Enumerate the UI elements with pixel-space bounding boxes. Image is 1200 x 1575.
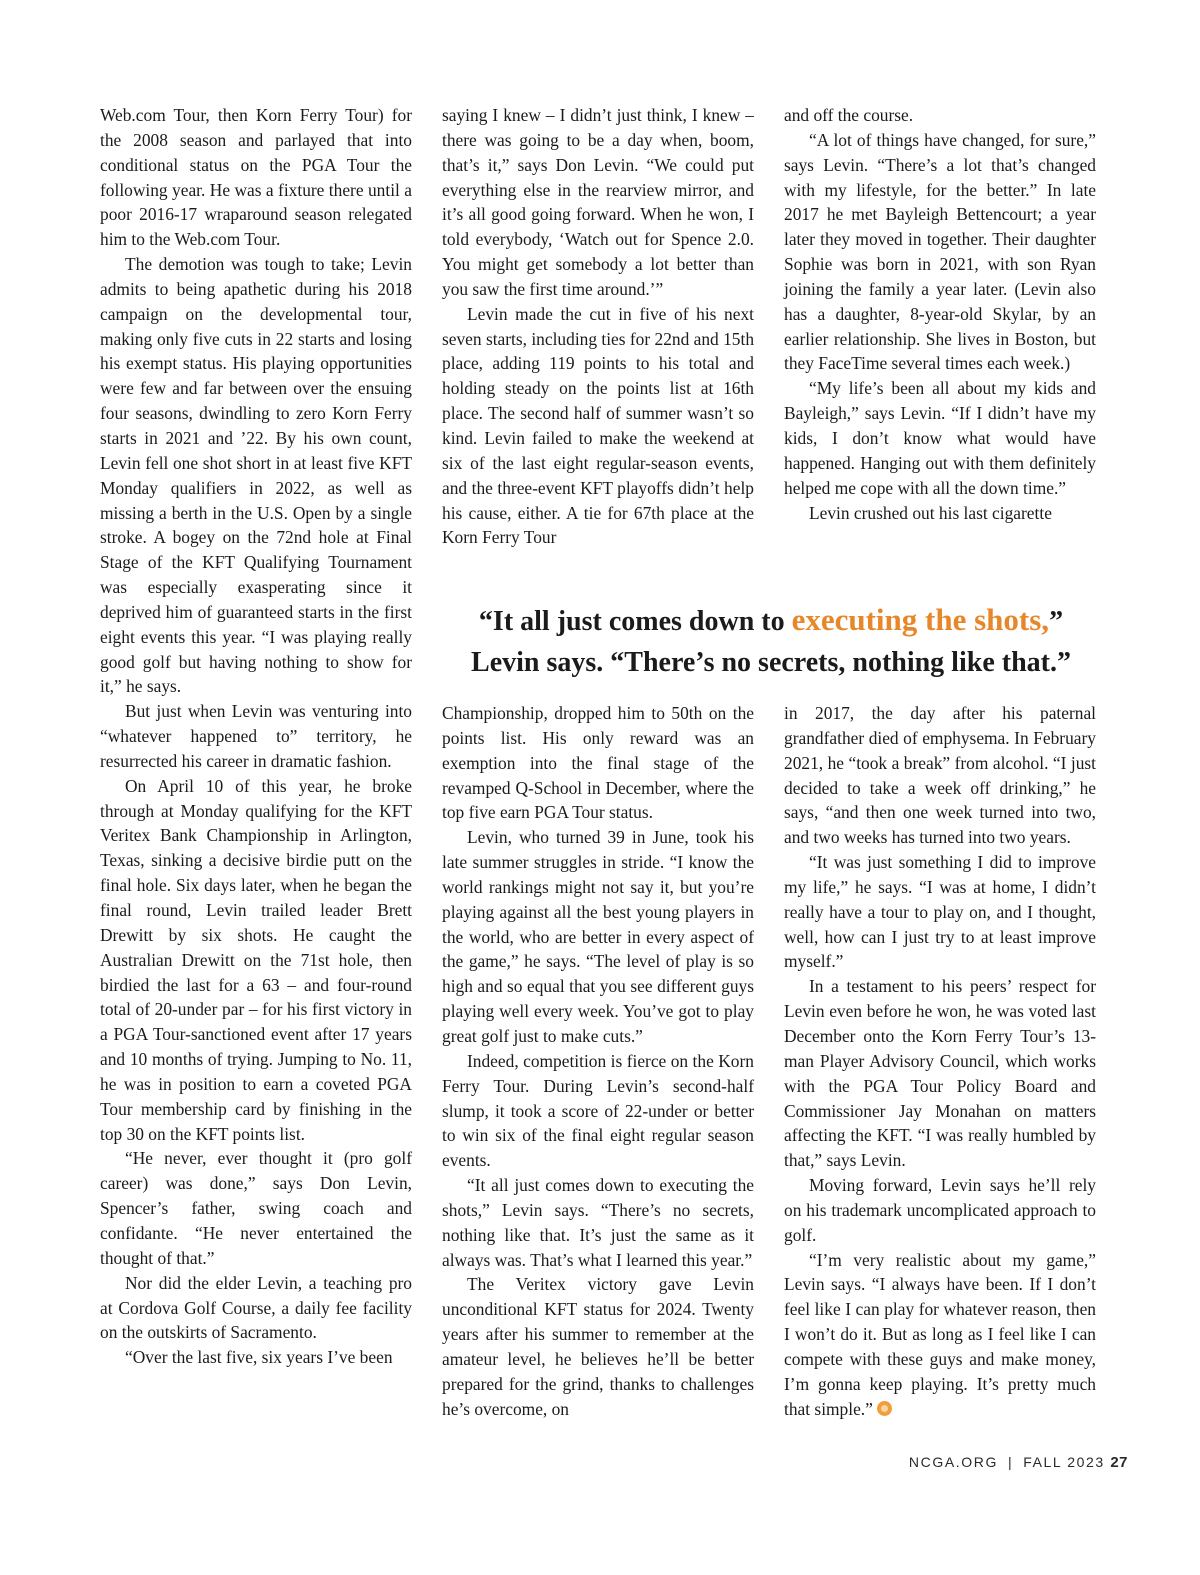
- pull-quote-line-1: [440, 598, 1102, 644]
- footer-site: NCGA.ORG: [908, 1454, 998, 1470]
- paragraph: [784, 1248, 1096, 1422]
- column-3-top: [784, 103, 1096, 525]
- paragraph: “He never, ever thought it (pro golf career) was done,” says Don Levin, Spencer’s father, swing coach and confidante. “He never entertained the thought of that.”: [100, 1148, 412, 1268]
- paragraph: Nor did the elder Levin, a teaching pro at Cordova Golf Course, a daily fee facility on the outskirts of Sacramento.: [100, 1272, 412, 1343]
- paragraph: But just when Levin was venturing into “whatever happened to” territory, he resurrected his career in dramatic fashion.: [100, 701, 412, 771]
- column-1: [100, 103, 412, 1370]
- page-footer: [909, 1454, 1128, 1471]
- paragraph: “My life’s been all about my kids and Bayleigh,” says Levin. “If I didn’t have my kids, I don’t know what would have happened. Hanging out with them definitely helped me cope with all the down time.”: [784, 378, 1096, 498]
- paragraph: Levin, who turned 39 in June, took his late summer struggles in stride. “I know the world rankings might not say it, but you’re playing against all the best young players in the world, who are better in every aspect of the game,” he says. “The level of play is so high and so equal that you see different guys playing well every week. You’ve got to play great golf just to make cuts.”: [442, 827, 754, 1046]
- pull-quote-line-2: Levin says. “There’s no secrets, nothing like that.”: [471, 647, 1071, 678]
- footer-separator: |: [1007, 1454, 1014, 1470]
- paragraph: and off the course.: [784, 105, 914, 125]
- golf-ball-end-mark-icon: [877, 1401, 892, 1416]
- paragraph: “Over the last five, six years I’ve been: [125, 1347, 393, 1368]
- paragraph: in 2017, the day after his paternal grandfather died of emphysema. In February 2021, he “took a break” from alcohol. “I just decided to take a week off drinking,” he says, “and then one week turned into two, and two weeks has turned into two years.: [784, 703, 1096, 848]
- paragraph: The demotion was tough to take; Levin admits to being apathetic during his 2018 campaign on the developmental tour, making only five cuts in 22 starts and losing his exempt status. His playing opportunities were few and far between over the ensuing four seasons, dwindling to zero Korn Ferry starts in 2021 and ’22. By his own count, Levin fell one shot short in at least five KFT Monday qualifiers in 2022, as well as missing a berth in the U.S. Open by a single stroke. A bogey on the 72nd hole at Final Stage of the KFT Qualifying Tournament was especially exasperating since it deprived him of guaranteed starts in the first eight events this year. “I was playing really good golf but having nothing to show for it,” he says.: [100, 254, 412, 697]
- pull-quote-close: ”: [1049, 606, 1064, 637]
- paragraph: saying I knew – I didn’t just think, I knew – there was going to be a day when, boom, that’s it,” says Don Levin. “We could put everything else in the rearview mirror, and it’s all good going forward. When he won, I told everybody, ‘Watch out for Spence 2.0. You might get somebody a lot better than you saw the first time around.’”: [442, 105, 754, 299]
- column-2-bottom: [442, 701, 754, 1421]
- paragraph: “A lot of things have changed, for sure,” says Levin. “There’s a lot that’s changed with my lifestyle, for the better.” In late 2017 he met Bayleigh Bettencourt; a year later they moved in together. Their daughter Sophie was born in 2021, with son Ryan joining the family a year later. (Levin also has a daughter, 8-year-old Skylar, by an earlier relationship. She lives in Boston, but they FaceTime several times each week.): [784, 129, 1096, 374]
- column-3-bottom: [784, 701, 1096, 1421]
- paragraph: Moving forward, Levin says he’ll rely on his trademark uncomplicated approach to golf.: [784, 1175, 1096, 1245]
- paragraph: Levin crushed out his last cigarette: [809, 502, 1052, 523]
- paragraph: Levin made the cut in five of his next seven starts, including ties for 22nd and 15th place, adding 119 points to his total and holding steady on the points list at 16th place. The second half of summer wasn’t so kind. Levin failed to make the weekend at six of the last eight regular-season events, and the three-event KFT playoffs didn’t help his cause, either. A tie for 67th place at the Korn Ferry Tour: [442, 303, 755, 548]
- paragraph: The Veritex victory gave Levin unconditional KFT status for 2024. Twenty years after his summer to remember at the amateur level, he believes he’ll be better prepared for the grind, thanks to challenges he’s overcome, on: [442, 1274, 754, 1419]
- paragraph: “It was just something I did to improve my life,” he says. “I was at home, I didn’t really have a tour to play on, and I thought, well, how can I just try to at least improve myself.”: [784, 852, 1096, 972]
- paragraph: On April 10 of this year, he broke through at Monday qualifying for the KFT Veritex Bank Championship in Arlington, Texas, sinking a decisive birdie putt on the final hole. Six days later, when he began the final round, Levin trailed leader Brett Drewitt by six shots. He caught the Australian Drewitt on the 71st hole, then birdied the last for a 63 – and four-round total of 20-under par – for his first victory in a PGA Tour-sanctioned event after 17 years and 10 months of trying. Jumping to No. 11, he was in position to earn a coveted PGA Tour membership card by finishing in the top 30 on the KFT points list.: [100, 775, 412, 1144]
- paragraph: Indeed, competition is fierce on the Korn Ferry Tour. During Levin’s second-half slump, it took a score of 22-under or better to win six of the final eight regular season events.: [442, 1050, 754, 1171]
- paragraph: Championship, dropped him to 50th on the points list. His only reward was an exemption into the final stage of the revamped Q-School in December, where the top five earn PGA Tour status.: [442, 703, 754, 823]
- pull-quote-highlight: executing the shots,: [791, 602, 1050, 637]
- column-2-top: [442, 103, 754, 550]
- paragraph: “It all just comes down to executing the shots,” Levin says. “There’s no secrets, nothing like that. It’s just the same as it always was. That’s what I learned this year.”: [442, 1175, 754, 1270]
- paragraph: Web.com Tour, then Korn Ferry Tour) for the 2008 season and parlayed that into conditional status on the PGA Tour the following year. He was a fixture there until a poor 2016-17 wraparound season relegated him to the Web.com Tour.: [100, 105, 412, 250]
- page-number: 27: [1110, 1454, 1128, 1471]
- footer-issue: FALL 2023: [1023, 1454, 1105, 1470]
- paragraph: In a testament to his peers’ respect for Levin even before he won, he was voted last December onto the Korn Ferry Tour’s 13-man Player Advisory Council, which works with the PGA Tour Policy Board and Commissioner Jay Monahan on matters affecting the KFT. “I was really humbled by that,” says Levin.: [784, 976, 1096, 1171]
- closing-paragraph-text: “I’m very realistic about my game,” Levin says. “I always have been. If I don’t feel like I can play for whatever reason, then I won’t do it. But as long as I feel like I can compete with these guys and make money, I’m gonna keep playing. It’s pretty much that simple.”: [784, 1249, 1096, 1419]
- pull-quote-open: “It all just comes down to: [478, 606, 792, 637]
